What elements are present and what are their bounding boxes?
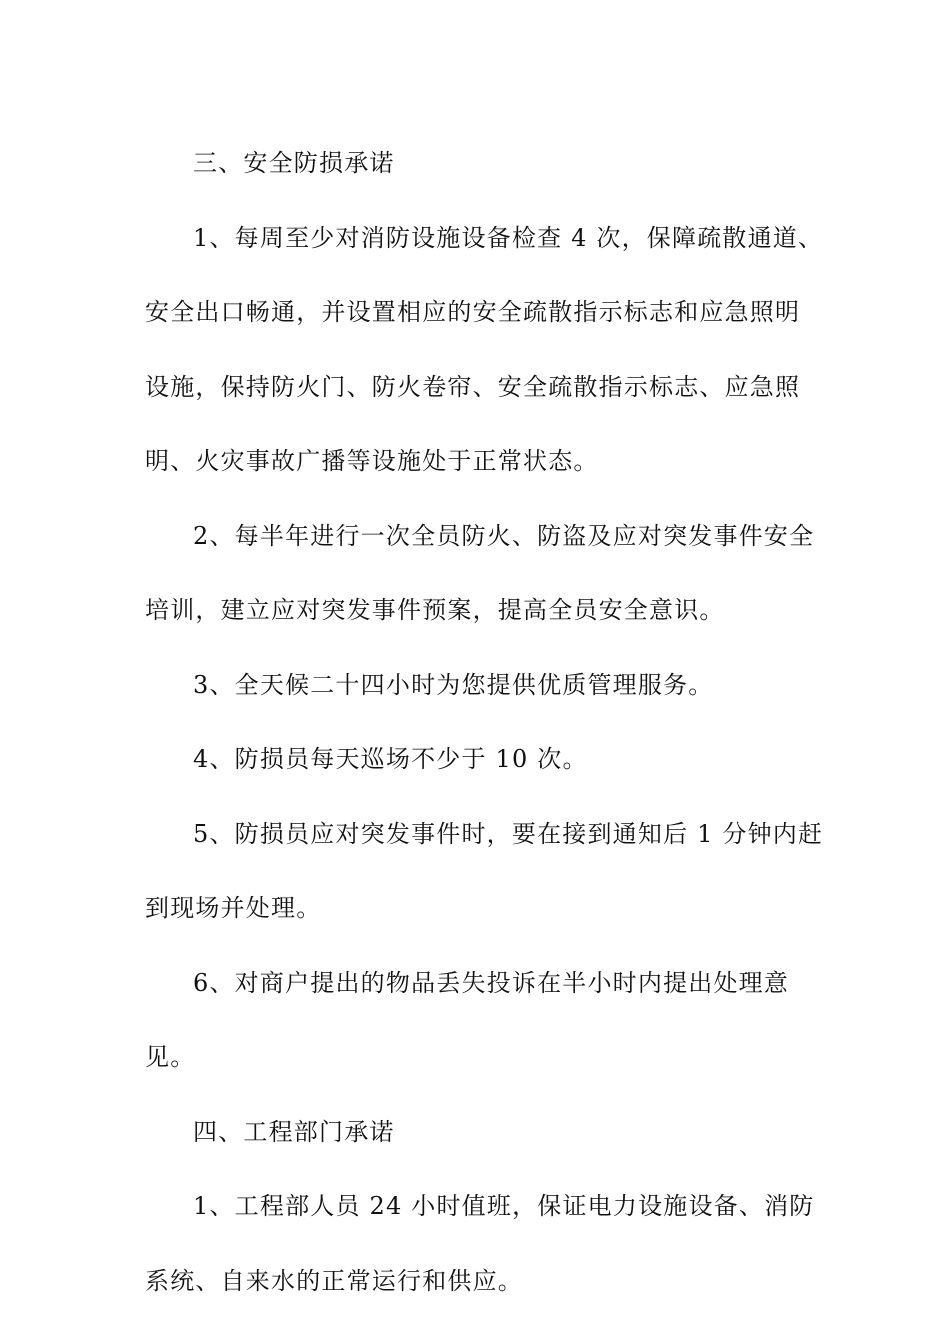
section-heading: 三、安全防损承诺 bbox=[193, 149, 395, 177]
paragraph: 1、工程部人员 24 小时值班，保证电力设施设备、消防系统、自来水的正常运行和供应。 bbox=[145, 1192, 815, 1295]
paragraph: 5、防损员应对突发事件时，要在接到通知后 1 分钟内赶到现场并处理。 bbox=[145, 819, 824, 922]
document-body bbox=[145, 126, 825, 1318]
section-heading: 四、工程部门承诺 bbox=[193, 1117, 395, 1146]
paragraph: 4、防损员每天巡场不少于 10 次。 bbox=[193, 745, 588, 773]
paragraph: 1、每周至少对消防设施设备检查 4 次，保障疏散通道、安全出口畅通，并设置相应的安全疏散指示标志和应急照明设施，保持防火门、防火卷帘、安全疏散指示标志、应急照明、火灾事故广播等设施处于正常状态。 bbox=[145, 223, 824, 475]
paragraph: 3、全天候二十四小时为您提供优质管理服务。 bbox=[193, 670, 714, 699]
paragraph: 2、每半年进行一次全员防火、防盗及应对突发事件安全培训，建立应对突发事件预案，提高全员安全意识。 bbox=[145, 521, 815, 624]
paragraph: 6、对商户提出的物品丢失投诉在半小时内提出处理意见。 bbox=[145, 968, 790, 1071]
